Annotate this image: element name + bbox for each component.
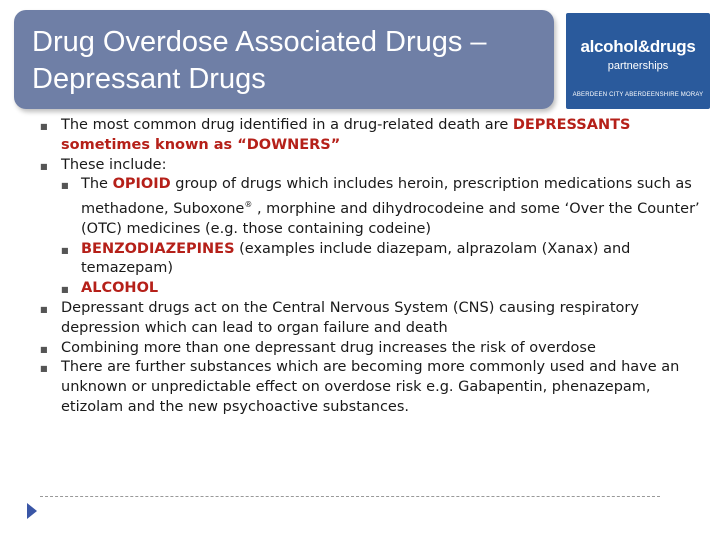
list-item [40, 116, 705, 156]
logo-foot-text: ABERDEEN CITY ABERDEENSHIRE MORAY [572, 92, 704, 98]
bullet-text: The [81, 176, 113, 193]
highlight-text: OPIOID [112, 176, 171, 193]
registered-mark: ® [244, 200, 253, 210]
title-line-2: Depressant Drugs [32, 63, 266, 95]
bullet-text: The most common drug identified in a drug-related death are [61, 117, 513, 133]
sub-list-item [40, 279, 705, 299]
highlight-text: BENZODIAZEPINES [81, 240, 235, 257]
partnership-logo [566, 13, 710, 109]
list-item [40, 299, 705, 339]
bullet-text: Depressant drugs act on the Central Nervous System (CNS) causing respiratory depression which can lead to organ failure and death [61, 300, 639, 336]
sub-list-item [40, 240, 705, 280]
highlight-text: sometimes known as “DOWNERS” [61, 136, 341, 153]
triangle-arrow-icon [27, 503, 37, 519]
highlight-text: ALCOHOL [81, 280, 159, 297]
square-bullet-icon: ■ [40, 122, 48, 131]
bullet-text: (examples include diazepam, alprazolam (Xanax) and temazepam) [81, 240, 631, 277]
bullet-list [40, 116, 705, 418]
square-bullet-icon: ■ [61, 181, 69, 191]
bullet-text: There are further substances which are becoming more commonly used and have an unknown or unpredictable effect on overdose risk e.g. Gabapentin, phenazepam, etizolam and the new psychoactive substances. [61, 359, 680, 415]
sub-list-item [40, 175, 705, 239]
bullet-text: , morphine and dihydrocodeine and some ‘Over the Counter’ (OTC) medicines (e.g. those containing codeine) [81, 201, 700, 237]
square-bullet-icon: ■ [61, 245, 69, 255]
square-bullet-icon: ■ [61, 285, 69, 295]
square-bullet-icon: ■ [40, 305, 48, 314]
logo-main-text: alcohol&drugs [580, 37, 696, 56]
footer-divider [40, 496, 660, 497]
title-line-1: Drug Overdose Associated Drugs – [32, 26, 487, 58]
highlight-text: DEPRESSANTS [512, 117, 631, 133]
bullet-text: Combining more than one depressant drug increases the risk of overdose [61, 339, 596, 356]
slide-title [32, 24, 552, 98]
bullet-text: group of drugs which includes heroin, prescription medications such as methadone, Suboxone [81, 176, 692, 218]
square-bullet-icon: ■ [40, 344, 48, 354]
list-item [40, 156, 705, 176]
logo-sub-text: partnerships [607, 60, 669, 72]
bullet-text: These include: [61, 156, 167, 173]
square-bullet-icon: ■ [40, 161, 48, 171]
square-bullet-icon: ■ [40, 364, 48, 374]
list-item [40, 358, 705, 417]
list-item [40, 339, 705, 359]
